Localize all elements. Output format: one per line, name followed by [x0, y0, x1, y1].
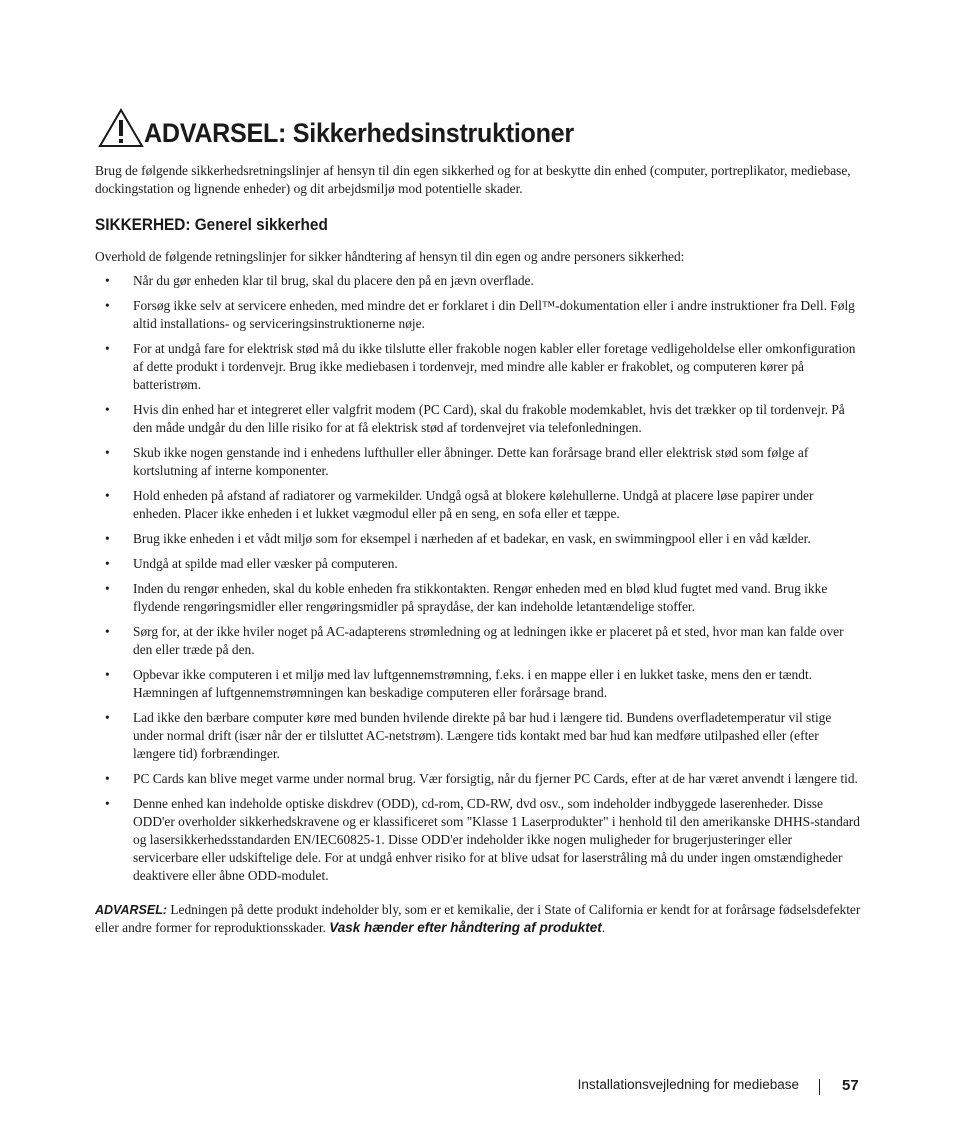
intro-paragraph: Brug de følgende sikkerhedsretningslinjer af hensyn til din egen sikkerhed og for at beskytte din enhed (computer, portreplikator, mediebase, dockingstation og lignende enheder) og dit arbejdsmiljø mod potentielle skader. — [95, 163, 851, 196]
list-item-text: Denne enhed kan indeholde optiske diskdrev (ODD), cd-rom, CD-RW, dvd osv., som indeholder indbyggede laserenheder. Disse ODD'er overholder sikkerhedskravene og er klassificeret som "Klasse 1 Laserprodukter" i henhold til den amerikanske DHHS-standard og lasersikkerhedsstandarden EN/IEC60825-1. Disse ODD'er indeholder ikke nogen muligheder for brugerjusteringer eller servicerbare eller udskiftelige dele. For at undgå enhver risiko for at blive udsat for laserstråling må du under ingen omstændigheder deaktivere eller åbne ODD-modulet. — [133, 796, 860, 883]
warning-emphasis: Vask hænder efter håndtering af produktet — [329, 920, 602, 935]
list-item-text: PC Cards kan blive meget varme under normal brug. Vær forsigtig, når du fjerner PC Cards, efter at de har været anvendt i længere tid. — [133, 771, 858, 786]
warning-note — [95, 901, 865, 937]
list-item-text: Undgå at spilde mad eller væsker på computeren. — [133, 556, 398, 571]
list-item-text: Forsøg ikke selv at servicere enheden, med mindre det er forklaret i din Dell™-dokumentation eller i andre instruktioner fra Dell. Følg altid installations- og serviceringsinstruktionerne nøje. — [133, 298, 855, 331]
page-title: ADVARSEL: Sikkerhedsinstruktioner — [144, 118, 574, 148]
bullet-dot: • — [105, 273, 110, 288]
list-item — [95, 666, 860, 702]
list-item — [95, 709, 860, 763]
bullet-dot: • — [105, 556, 110, 571]
list-item-text: Sørg for, at der ikke hviler noget på AC-adapterens strømledning og at ledningen ikke er placeret på et sted, hvor man kan falde over den eller træde på den. — [133, 624, 844, 657]
safety-list — [95, 272, 860, 892]
page-number: 57 — [842, 1077, 859, 1094]
list-item-text: Skub ikke nogen genstande ind i enhedens lufthuller eller åbninger. Dette kan forårsage brand eller elektrisk stød som følge af kortslutning af interne komponenter. — [133, 445, 809, 478]
list-item — [95, 272, 860, 290]
list-item — [95, 340, 860, 394]
list-item — [95, 795, 860, 885]
page-footer — [0, 1077, 954, 1097]
list-item-text: Opbevar ikke computeren i et miljø med lav luftgennemstrømning, f.eks. i en mappe eller i en lukket taske, mens den er tændt. Hæmningen af luftgennemstrømningen kan beskadige computeren eller forårsage brand. — [133, 667, 813, 700]
footer-divider — [819, 1079, 820, 1095]
list-item — [95, 487, 860, 523]
list-item-text: For at undgå fare for elektrisk stød må du ikke tilslutte eller frakoble nogen kabler eller foretage vedligeholdelse eller omkonfiguration af dette produkt i tordenvejr. Brug ikke mediebasen i tordenvejr, med mindre alle kabler er frakoblet, og computeren kører på batteristrøm. — [133, 341, 856, 392]
list-item-text: Inden du rengør enheden, skal du koble enheden fra stikkontakten. Rengør enheden med en blød klud fugtet med vand. Brug ikke flydende rengøringsmidler eller rengøringsmidler på spraydåse, der kan indeholde letantændelige stoffer. — [133, 581, 828, 614]
list-item — [95, 530, 860, 548]
list-item — [95, 297, 860, 333]
bullet-dot: • — [105, 624, 110, 639]
warning-end: . — [601, 920, 606, 935]
bullet-dot: • — [105, 771, 110, 786]
list-item-text: Hold enheden på afstand af radiatorer og varmekilder. Undgå også at blokere kølehullerne. Undgå at placere løse papirer under enheden. Placer ikke enheden i et lukket vægmodul eller på en seng, en sofa eller et tæppe. — [133, 488, 814, 521]
bullet-dot: • — [105, 341, 110, 356]
list-item-text: Hvis din enhed har et integreret eller valgfrit modem (PC Card), skal du frakoble modemkablet, hvis det trækker op til tordenvejr. På den måde undgår du den lille risiko for at få elektrisk stød af tordenvejret via telefonledningen. — [133, 402, 845, 435]
list-item — [95, 555, 860, 573]
page-title-row — [98, 108, 606, 148]
bullet-dot: • — [105, 667, 110, 682]
section-heading: SIKKERHED: Generel sikkerhed — [95, 216, 328, 234]
list-item — [95, 623, 860, 659]
bullet-dot: • — [105, 445, 110, 460]
warning-text: Ledningen på dette produkt indeholder bly, som er et kemikalie, der i State of California er kendt for at forårsage fødselsdefekter eller andre former for reproduktionsskader. — [95, 902, 861, 935]
bullet-dot: • — [105, 796, 110, 811]
bullet-dot: • — [105, 488, 110, 503]
bullet-dot: • — [105, 298, 110, 313]
list-item-text: Lad ikke den bærbare computer køre med bunden hvilende direkte på bar hud i længere tid. Bundens overfladetemperatur vil stige under normal drift (især når der er tilsluttet AC-netstrøm). Længere tids kontakt med bar hud kan medføre utilpashed eller (efter længere tid) forbrændinger. — [133, 710, 832, 761]
list-item — [95, 444, 860, 480]
list-item — [95, 580, 860, 616]
section-lead: Overhold de følgende retningslinjer for sikker håndtering af hensyn til din egen og andre personers sikkerhed: — [95, 249, 685, 264]
bullet-dot: • — [105, 531, 110, 546]
list-item — [95, 770, 860, 788]
footer-doc-title: Installationsvejledning for mediebase — [577, 1077, 799, 1092]
warning-label: ADVARSEL: — [95, 903, 167, 917]
bullet-dot: • — [105, 710, 110, 725]
bullet-dot: • — [105, 581, 110, 596]
list-item-text: Brug ikke enheden i et vådt miljø som for eksempel i nærheden af et badekar, en vask, en swimmingpool eller i en våd kælder. — [133, 531, 811, 546]
bullet-dot: • — [105, 402, 110, 417]
warning-triangle-icon — [98, 108, 144, 148]
list-item-text: Når du gør enheden klar til brug, skal du placere den på en jævn overflade. — [133, 273, 534, 288]
list-item — [95, 401, 860, 437]
